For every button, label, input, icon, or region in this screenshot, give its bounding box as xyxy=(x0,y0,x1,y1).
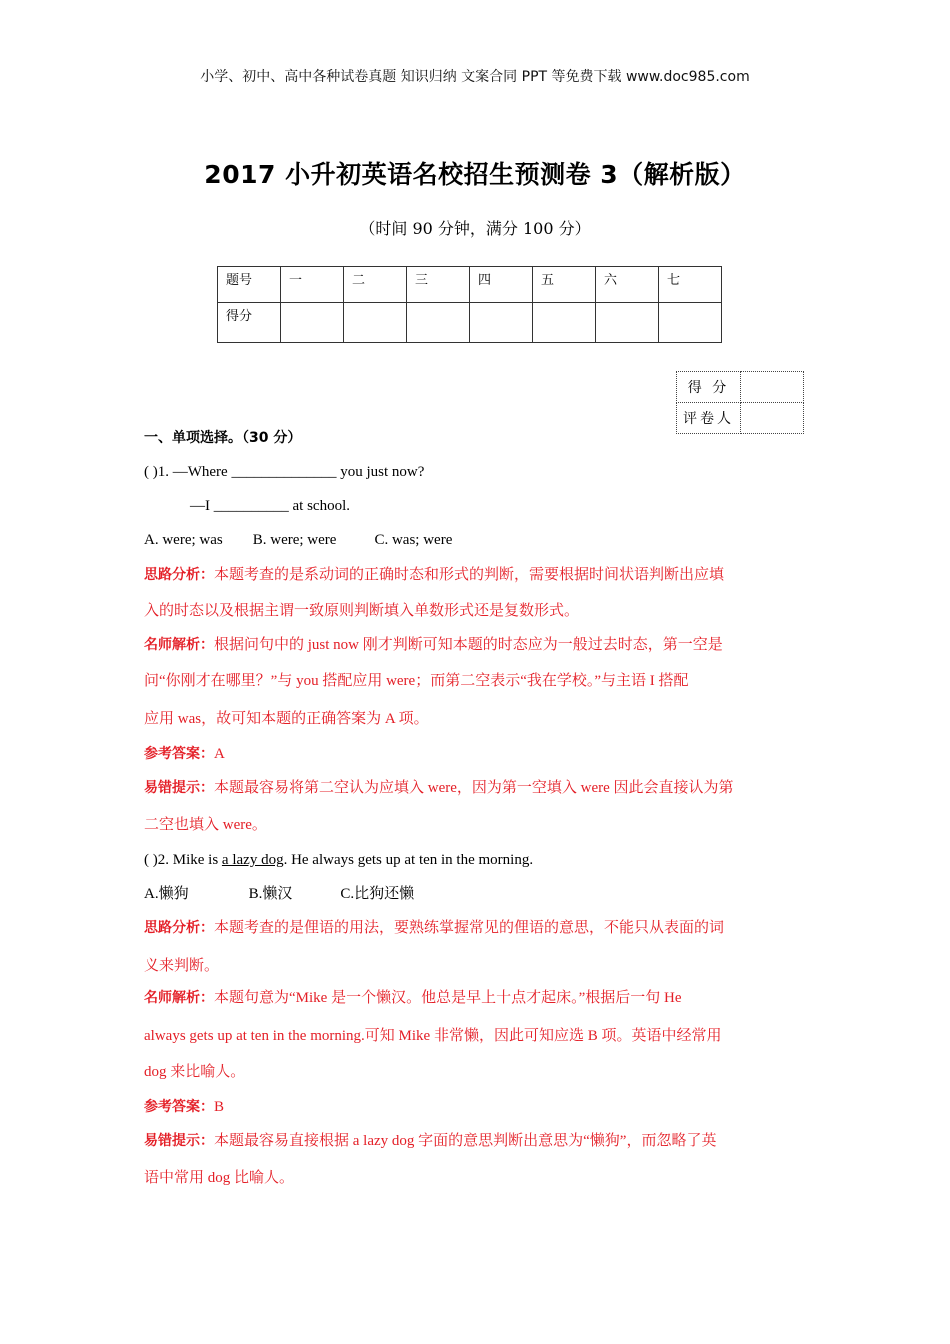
teacher-label: 名师解析： xyxy=(144,637,214,653)
tip-text: 本题最容易将第二空认为应填入 were，因为第一空填入 were 因此会直接认为第 xyxy=(214,780,734,796)
question-1-stem-line2: —I __________ at school. xyxy=(190,498,350,514)
teacher-label: 名师解析： xyxy=(144,990,214,1006)
question-1-tip-cont: 二空也填入 were。 xyxy=(144,817,267,833)
question-1-analysis-cont: 入的时态以及根据主谓一致原则判断填入单数形式还是复数形式。 xyxy=(144,603,580,619)
score-cell xyxy=(470,303,533,343)
score-table-column: 一 xyxy=(281,267,344,303)
option-c: C. was; were xyxy=(374,532,453,548)
analysis-text: 本题考查的是俚语的用法，要熟练掌握常见的俚语的意思，不能只从表面的词 xyxy=(214,920,725,936)
teacher-text: 本题句意为“Mike 是一个懒汉。他总是早上十点才起床。”根据后一句 He xyxy=(214,990,682,1006)
tip-text: 本题最容易直接根据 a lazy dog 字面的意思判断出意思为“懒狗”，而忽略了英 xyxy=(214,1133,717,1149)
question-1-options xyxy=(144,530,452,550)
tip-label: 易错提示： xyxy=(144,1133,214,1149)
score-table-column: 二 xyxy=(344,267,407,303)
question-2-teacher-cont: always gets up at ten in the morning.可知 Mike 非常懒，因此可知应选 B 项。英语中经常用 xyxy=(144,1028,722,1044)
score-cell xyxy=(344,303,407,343)
answer-label: 参考答案： xyxy=(144,1099,214,1115)
question-1-answer xyxy=(144,744,225,764)
question-2-stem xyxy=(144,850,533,870)
score-cell xyxy=(659,303,722,343)
question-1-tip xyxy=(144,778,734,798)
option-a: A.懒狗 xyxy=(144,886,189,902)
question-2-answer xyxy=(144,1097,224,1117)
score-table-header-label: 题号 xyxy=(218,267,281,303)
score-table-column: 四 xyxy=(470,267,533,303)
score-cell xyxy=(596,303,659,343)
score-table-row-label: 得分 xyxy=(218,303,281,343)
question-1-analysis xyxy=(144,565,724,585)
score-table-column: 三 xyxy=(407,267,470,303)
score-cell xyxy=(281,303,344,343)
question-2-tip-cont: 语中常用 dog 比喻人。 xyxy=(144,1170,295,1186)
page-title: 2017 小升初英语名校招生预测卷 3（解析版） xyxy=(204,160,746,189)
grader-table xyxy=(676,371,804,434)
tip-label: 易错提示： xyxy=(144,780,214,796)
answer-label: 参考答案： xyxy=(144,746,214,762)
question-1-teacher xyxy=(144,635,723,655)
underlined-phrase: a lazy dog xyxy=(221,852,284,868)
option-b: B. were; were xyxy=(252,532,337,548)
score-table-column: 五 xyxy=(533,267,596,303)
grader-name-cell xyxy=(741,403,804,434)
exam-subtitle: （时间 90 分钟，满分 100 分） xyxy=(359,219,591,238)
score-table xyxy=(217,266,722,343)
score-table-column: 六 xyxy=(596,267,659,303)
answer-value: A xyxy=(214,746,225,762)
question-2-tip xyxy=(144,1131,716,1151)
stem-text: . He always gets up at ten in the morning. xyxy=(283,852,534,868)
question-1-teacher-cont: 应用 was，故可知本题的正确答案为 A 项。 xyxy=(144,711,429,727)
question-2-teacher xyxy=(144,988,681,1008)
teacher-text: 根据问句中的 just now 刚才判断可知本题的时态应为一般过去时态，第一空是 xyxy=(214,637,723,653)
option-a: A. were; was xyxy=(144,532,223,548)
question-2-teacher-cont: dog 来比喻人。 xyxy=(144,1064,246,1080)
option-c: C.比狗还懒 xyxy=(340,886,415,902)
grader-score-cell xyxy=(741,372,804,403)
score-table-score-row xyxy=(218,303,722,343)
question-1-teacher-cont: 问“你刚才在哪里？”与 you 搭配应用 were；而第二空表示“我在学校。”与主语 I 搭配 xyxy=(144,673,689,689)
question-2-analysis xyxy=(144,918,724,938)
analysis-text: 本题考查的是系动词的正确时态和形式的判断，需要根据时间状语判断出应填 xyxy=(214,567,725,583)
question-2-analysis-cont: 义来判断。 xyxy=(144,958,220,974)
score-cell xyxy=(407,303,470,343)
stem-text: ( )2. Mike is xyxy=(144,852,222,868)
analysis-label: 思路分析： xyxy=(144,567,214,583)
question-1-stem: ( )1. —Where ______________ you just now? xyxy=(144,464,425,480)
score-table-header-row xyxy=(218,267,722,303)
header-note: 小学、初中、高中各种试卷真题 知识归纳 文案合同 PPT 等免费下载 www.doc985.com xyxy=(200,69,750,85)
answer-value: B xyxy=(214,1099,225,1115)
question-2-options xyxy=(144,884,414,904)
analysis-label: 思路分析： xyxy=(144,920,214,936)
score-cell xyxy=(533,303,596,343)
option-b: B.懒汉 xyxy=(248,886,293,902)
score-table-column: 七 xyxy=(659,267,722,303)
grader-score-label: 得 分 xyxy=(677,372,741,403)
section-heading: 一、单项选择。（30 分） xyxy=(144,430,302,446)
grader-name-label: 评卷人 xyxy=(677,403,741,434)
